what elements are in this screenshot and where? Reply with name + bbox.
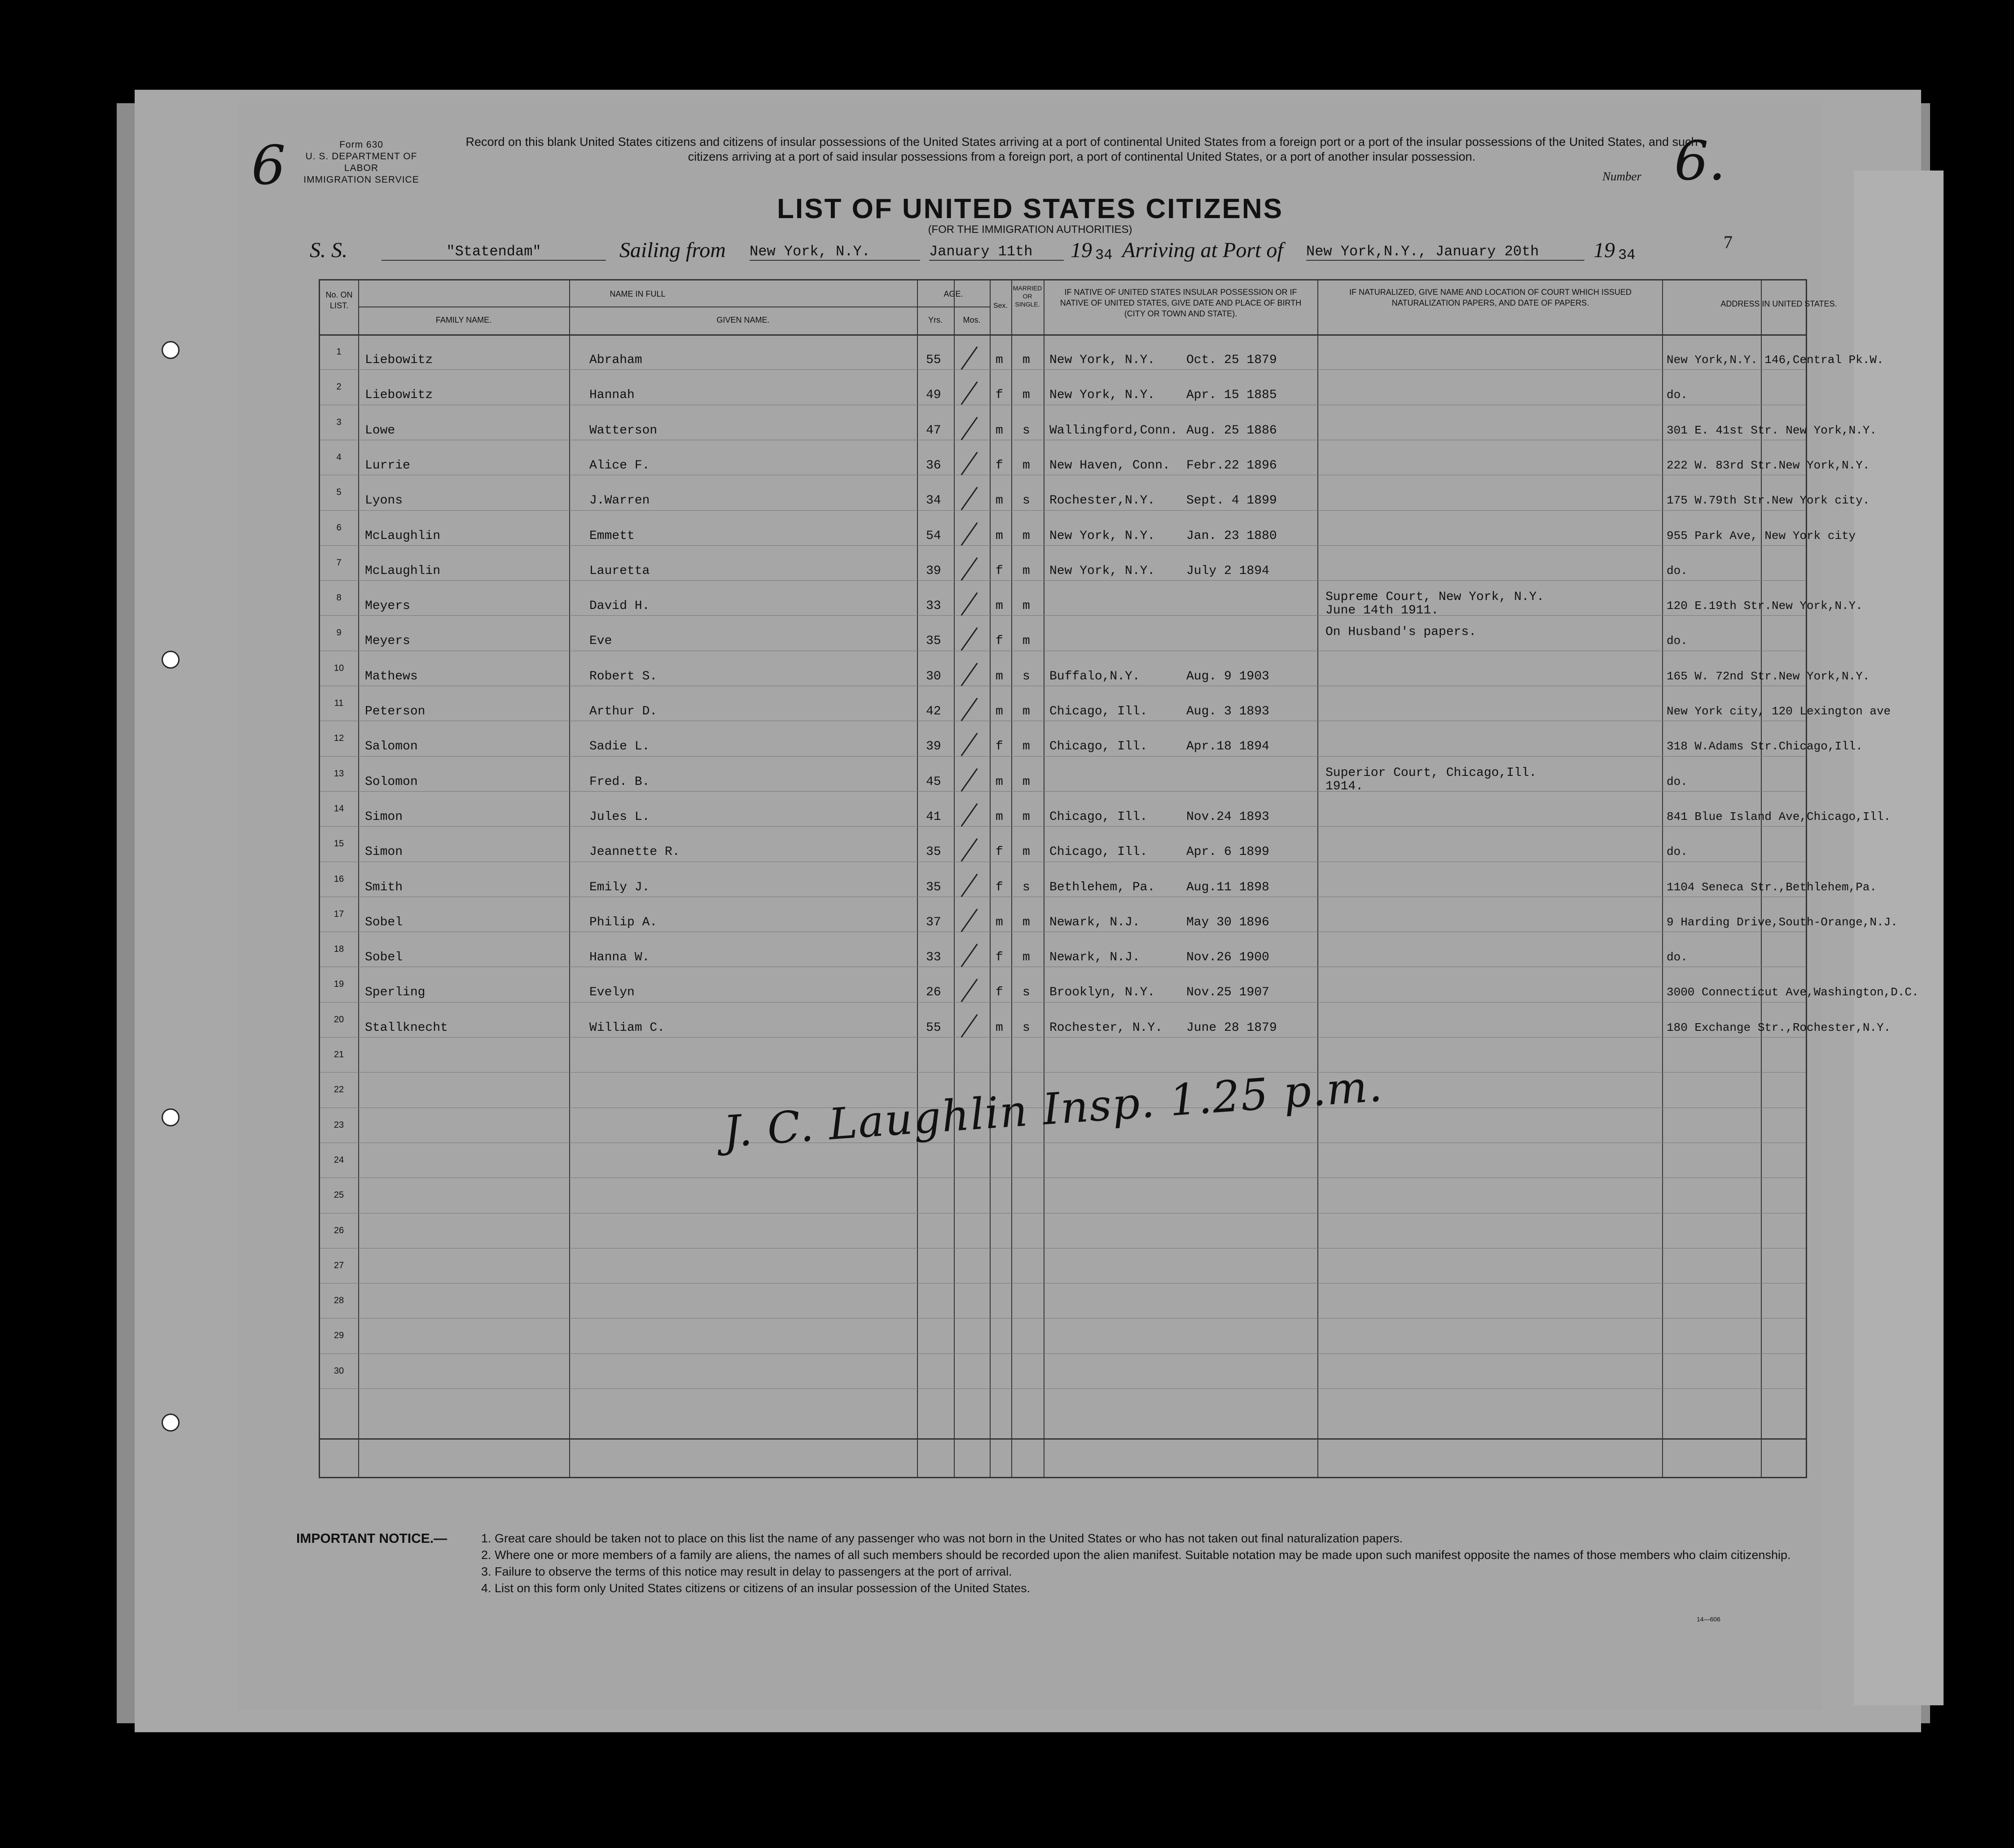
mos-check-mark [961,1014,978,1038]
row-number: 5 [336,487,342,498]
birth-place: New York, N.Y. [1049,353,1155,367]
birth-place: New Haven, Conn. [1049,458,1170,473]
row-number: 13 [333,768,344,779]
row-number: 29 [333,1331,344,1341]
ship-name: "Statendam" [382,243,606,261]
family-name: Sobel [365,915,403,929]
age-years: 45 [926,775,941,789]
header-no-on-list: No. ON LIST. [325,290,353,310]
family-name: Lowe [365,423,395,438]
birth-place: Newark, N.J. [1049,950,1140,965]
sex: f [996,564,1003,578]
mos-check-mark [961,627,978,651]
year-prefix: 19 [1071,238,1092,262]
row-number: 3 [336,417,342,427]
birth-date: Aug. 25 1886 [1186,423,1277,438]
naturalization-date: 1914. [1325,779,1364,793]
sex: m [996,423,1003,438]
marital-status: m [1022,740,1030,754]
given-name: Arthur D. [589,705,658,718]
number-label: Number [1602,170,1641,183]
family-name: Stallknecht [365,1020,448,1035]
family-name: Simon [365,810,403,824]
sex: f [996,388,1003,403]
row-number: 16 [333,874,344,884]
us-address: do. [1667,388,1688,402]
given-name: Hannah [589,388,635,403]
sex: m [996,599,1003,613]
birth-place: Newark, N.J. [1049,915,1140,929]
row-rule [320,545,1806,546]
given-name: Watterson [589,423,658,438]
birth-place: Chicago, Ill. [1049,705,1148,718]
row-number: 11 [334,698,344,708]
sex: m [996,810,1003,824]
row-number: 20 [333,1014,344,1025]
sex: m [996,775,1003,789]
birth-date: Aug. 3 1893 [1186,705,1269,718]
us-address: 9 Harding Drive,South-Orange,N.J. [1667,915,1898,929]
row-rule [320,369,1806,370]
family-name: Peterson [365,705,426,718]
sex: m [996,529,1003,543]
age-years: 47 [926,423,941,438]
birth-date: June 28 1879 [1186,1020,1277,1035]
age-years: 35 [926,880,941,894]
marital-status: m [1022,388,1030,403]
header-mos: Mos. [963,315,981,324]
header-birth: IF NATIVE OF UNITED STATES INSULAR POSSESSION OR IF NATIVE OF UNITED STATES, GIVE DATE AND PLACE OF BIRTH (CITY OR TOWN AND STATE). [1060,288,1302,318]
age-years: 49 [926,388,941,403]
manifest-sheet [238,103,1919,1710]
header-name-in-full: NAME IN FULL [610,289,666,298]
given-name: Philip A. [589,915,658,929]
row-number: 8 [336,593,342,603]
row-number: 30 [333,1366,344,1376]
ss-label: S. S. [310,238,347,262]
marital-status: m [1022,458,1030,473]
birth-place: Chicago, Ill. [1049,845,1148,859]
age-years: 39 [926,564,941,578]
us-address: New York city, 120 Lexington ave [1667,705,1891,718]
row-number: 21 [333,1050,344,1060]
sailing-year: 34 [1095,247,1113,263]
given-name: Emily J. [589,880,650,894]
mos-check-mark [961,416,978,440]
row-number: 22 [333,1085,344,1095]
header-given-name: GIVEN NAME. [716,315,770,324]
sex: f [996,634,1003,648]
birth-place: New York, N.Y. [1049,388,1155,403]
mos-check-mark [961,944,978,968]
marital-status: s [1022,494,1030,508]
year-prefix: 19 [1593,238,1615,262]
given-name: David H. [589,599,650,613]
marital-status: m [1022,775,1030,789]
header-age: AGE. [943,289,963,298]
birth-date: Oct. 25 1879 [1186,353,1277,367]
mos-check-mark [961,979,978,1003]
marital-status: m [1022,564,1030,578]
row-number: 1 [336,347,342,357]
birth-place: New York, N.Y. [1049,564,1155,578]
family-name: Liebowitz [365,353,433,367]
mos-check-mark [961,487,978,511]
birth-place: Wallingford,Conn. [1049,423,1178,438]
mos-check-mark [961,592,978,616]
marital-status: s [1022,880,1030,894]
age-years: 26 [926,985,941,1000]
given-name: Evelyn [589,985,635,1000]
given-name: Jules L. [589,810,650,824]
row-rule [320,1388,1806,1389]
marital-status: m [1022,529,1030,543]
family-name: Simon [365,845,403,859]
sex: f [996,950,1003,965]
page-number: 7 [1724,232,1733,252]
birth-date: Febr.22 1896 [1186,458,1277,473]
row-rule [320,756,1806,757]
mos-check-mark [961,346,978,370]
marital-status: m [1022,634,1030,648]
birth-place: Buffalo,N.Y. [1049,669,1140,683]
age-years: 36 [926,458,941,473]
list-number: 6. [1674,130,1726,193]
sex: f [996,985,1003,1000]
mos-check-mark [961,873,978,897]
sex: m [996,494,1003,508]
birth-date: Apr. 15 1885 [1186,388,1277,403]
row-rule [320,615,1806,616]
sex: f [996,880,1003,894]
family-name: Meyers [365,599,410,613]
marital-status: s [1022,423,1030,438]
marital-status: m [1022,810,1030,824]
row-number: 6 [336,522,342,533]
age-years: 55 [926,1020,941,1035]
marital-status: s [1022,985,1030,1000]
form-identification [287,139,435,186]
notice-item: 2. Where one or more members of a family are aliens, the names of all such members should be recorded upon the alien manifest. Suitable notation may be made upon such manifest opposite the names of those members who claim citizenship. [481,1548,1791,1562]
header-yrs: Yrs. [928,315,943,324]
row-number: 2 [336,382,342,392]
age-years: 54 [926,529,941,543]
family-name: Mathews [365,669,418,683]
sex: m [996,915,1003,929]
row-rule [320,791,1806,792]
birth-date: Nov.24 1893 [1186,810,1269,824]
arriving-port: New York,N.Y., January 20th [1306,243,1584,261]
row-rule [320,1037,1806,1038]
given-name: Abraham [589,353,642,367]
row-rule [320,580,1806,581]
birth-date: Aug.11 1898 [1186,880,1269,894]
given-name: Hanna W. [589,950,650,965]
row-rule [320,510,1806,511]
age-years: 33 [926,599,941,613]
row-rule [320,1353,1806,1354]
inspector-signature: J. C. Laughlin Insp. 1.25 p.m. [721,1060,1385,1157]
given-name: Emmett [589,529,635,543]
age-years: 41 [926,810,941,824]
voyage-line [310,238,1791,269]
row-number: 10 [333,663,344,673]
underlying-page-edge [1854,171,1944,1705]
header-address: ADDRESS IN UNITED STATES. [1720,299,1837,308]
sex: f [996,740,1003,754]
header-family-name: FAMILY NAME. [435,315,492,324]
us-address: 120 E.19th Str.New York,N.Y. [1667,599,1863,613]
row-number: 24 [333,1155,344,1165]
row-number: 25 [333,1190,344,1200]
family-name: Sobel [365,950,403,965]
us-address: do. [1667,775,1688,788]
row-number: 19 [333,979,344,990]
family-name: Salomon [365,740,418,754]
sailing-from-port: New York, N.Y. [750,243,920,261]
birth-date: Aug. 9 1903 [1186,669,1269,683]
us-address: 301 E. 41st Str. New York,N.Y. [1667,423,1877,437]
header-naturalized: IF NATURALIZED, GIVE NAME AND LOCATION OF COURT WHICH ISSUED NATURALIZATION PAPERS, AND DATE OF PAPERS. [1349,288,1632,307]
mos-check-mark [961,522,978,546]
row-rule [320,826,1806,827]
birth-place: Chicago, Ill. [1049,810,1148,824]
mos-check-mark [961,803,978,827]
birth-date: Sept. 4 1899 [1186,494,1277,508]
family-name: Sperling [365,985,426,1000]
row-number: 27 [333,1260,344,1270]
arriving-label: Arriving at Port of [1122,238,1283,262]
sex: m [996,1020,1003,1035]
row-number: 23 [333,1120,344,1130]
us-address: do. [1667,564,1688,578]
age-years: 34 [926,494,941,508]
handwritten-page-number: 6 [251,135,286,197]
age-years: 55 [926,353,941,367]
notice-item: 4. List on this form only United States citizens or citizens of an insular possession of the United States. [481,1581,1031,1595]
passenger-table [319,279,1919,1478]
sailing-from-label: Sailing from [619,238,726,262]
binder-hole [162,341,180,359]
department-name: U. S. DEPARTMENT OF LABOR [305,151,417,173]
birth-place: Chicago, Ill. [1049,740,1148,754]
family-name: McLaughlin [365,564,441,578]
us-address: 222 W. 83rd Str.New York,N.Y. [1667,458,1870,472]
family-name: Liebowitz [365,388,433,403]
family-name: Lyons [365,494,403,508]
service-name: IMMIGRATION SERVICE [303,175,419,185]
age-years: 33 [926,950,941,965]
given-name: Alice F. [589,458,650,473]
given-name: William C. [589,1020,665,1035]
us-address: 1104 Seneca Str.,Bethlehem,Pa. [1667,880,1877,894]
birth-place: Bethlehem, Pa. [1049,880,1155,894]
marital-status: m [1022,599,1030,613]
given-name: Eve [589,634,612,648]
marital-status: m [1022,950,1030,965]
age-years: 35 [926,845,941,859]
us-address: 3000 Connecticut Ave,Washington,D.C. [1667,985,1919,999]
binder-hole [162,1414,180,1432]
notice-item: 3. Failure to observe the terms of this notice may result in delay to passengers at the port of arrival. [481,1565,1012,1578]
family-name: Solomon [365,775,418,789]
age-years: 30 [926,669,941,683]
us-address: 841 Blue Island Ave,Chicago,Ill. [1667,810,1891,823]
mos-check-mark [961,557,978,581]
form-number: Form 630 [339,140,383,150]
us-address: do. [1667,845,1688,859]
birth-date: Jan. 23 1880 [1186,529,1277,543]
form-instructions: Record on this blank United States citizens and citizens of insular possessions of the United States arriving at a port of continental United States from a foreign port or a port of the insular possessions of the United States, and such citizens arriving at a port of said insular possessions from a foreign port, a port of continental United States, or a port of another insular possession. [465,135,1698,163]
notice-item: 1. Great care should be taken not to place on this list the name of any passenger who was not born in the United States or who has not taken out final naturalization papers. [481,1532,1403,1545]
arriving-year: 34 [1618,247,1636,263]
sex: f [996,845,1003,859]
birth-date: Apr.18 1894 [1186,740,1269,754]
birth-date: Apr. 6 1899 [1186,845,1269,859]
binder-hole [162,1108,180,1126]
birth-place: Brooklyn, N.Y. [1049,985,1155,1000]
naturalization-court: On Husband's papers. [1325,625,1477,639]
row-rule [320,1002,1806,1003]
row-number: 18 [333,944,344,955]
birth-place: New York, N.Y. [1049,529,1155,543]
given-name: Lauretta [589,564,650,578]
given-name: J.Warren [589,494,650,508]
page-title: LIST OF UNITED STATES CITIZENS [777,193,1283,224]
given-name: Robert S. [589,669,658,683]
sex: f [996,458,1003,473]
row-number: 7 [336,557,342,568]
us-address: 318 W.Adams Str.Chicago,Ill. [1667,740,1863,753]
us-address: do. [1667,950,1688,964]
birth-date: Nov.26 1900 [1186,950,1269,965]
row-number: 14 [333,803,344,814]
marital-status: m [1022,915,1030,929]
naturalization-court: Superior Court, Chicago,Ill. [1325,766,1537,780]
family-name: Meyers [365,634,410,648]
mos-check-mark [961,909,978,933]
us-address: 175 W.79th Str.New York city. [1667,494,1870,508]
birth-place: Rochester,N.Y. [1049,494,1155,508]
birth-place: Rochester, N.Y. [1049,1020,1163,1035]
mos-check-mark [961,838,978,862]
marital-status: m [1022,845,1030,859]
marital-status: s [1022,1020,1030,1035]
birth-date: July 2 1894 [1186,564,1269,578]
page-subtitle: (FOR THE IMMIGRATION AUTHORITIES) [928,223,1132,236]
family-name: McLaughlin [365,529,441,543]
given-name: Sadie L. [589,740,650,754]
us-address: do. [1667,634,1688,648]
naturalization-court: Supreme Court, New York, N.Y. [1325,590,1545,604]
row-rule [320,1072,1806,1073]
mos-check-mark [961,662,978,686]
naturalization-date: June 14th 1911. [1325,604,1439,618]
mos-check-mark [961,698,978,722]
marital-status: s [1022,669,1030,683]
sailing-date: January 11th [929,243,1064,261]
sex: m [996,705,1003,718]
family-name: Lurrie [365,458,410,473]
row-number: 9 [336,628,342,638]
age-years: 42 [926,705,941,718]
row-number: 28 [333,1296,344,1306]
age-years: 37 [926,915,941,929]
us-address: 165 W. 72nd Str.New York,N.Y. [1667,669,1870,683]
marital-status: m [1022,705,1030,718]
row-number: 15 [333,839,344,849]
mos-check-mark [961,768,978,792]
header-sex: Sex. [993,302,1008,310]
mos-check-mark [961,733,978,757]
us-address: New York,N.Y. 146,Central Pk.W. [1667,353,1884,367]
sex: m [996,669,1003,683]
row-number: 17 [333,909,344,919]
binder-hole [162,651,180,669]
family-name: Smith [365,880,403,894]
sex: m [996,353,1003,367]
birth-date: May 30 1896 [1186,915,1269,929]
birth-date: Nov.25 1907 [1186,985,1269,1000]
given-name: Jeannette R. [589,845,680,859]
header-married-single: MARRIED OR SINGLE. [1013,285,1042,308]
us-address: 955 Park Ave, New York city [1667,529,1856,543]
row-number: 26 [333,1225,344,1235]
given-name: Fred. B. [589,775,650,789]
row-number: 12 [333,733,344,744]
notice-label: IMPORTANT NOTICE.— [296,1531,448,1546]
age-years: 35 [926,634,941,648]
row-number: 4 [336,452,342,462]
mos-check-mark [961,381,978,405]
marital-status: m [1022,353,1030,367]
us-address: 180 Exchange Str.,Rochester,N.Y. [1667,1020,1891,1034]
mos-check-mark [961,452,978,476]
age-years: 39 [926,740,941,754]
print-code: 14—606 [1697,1616,1720,1623]
